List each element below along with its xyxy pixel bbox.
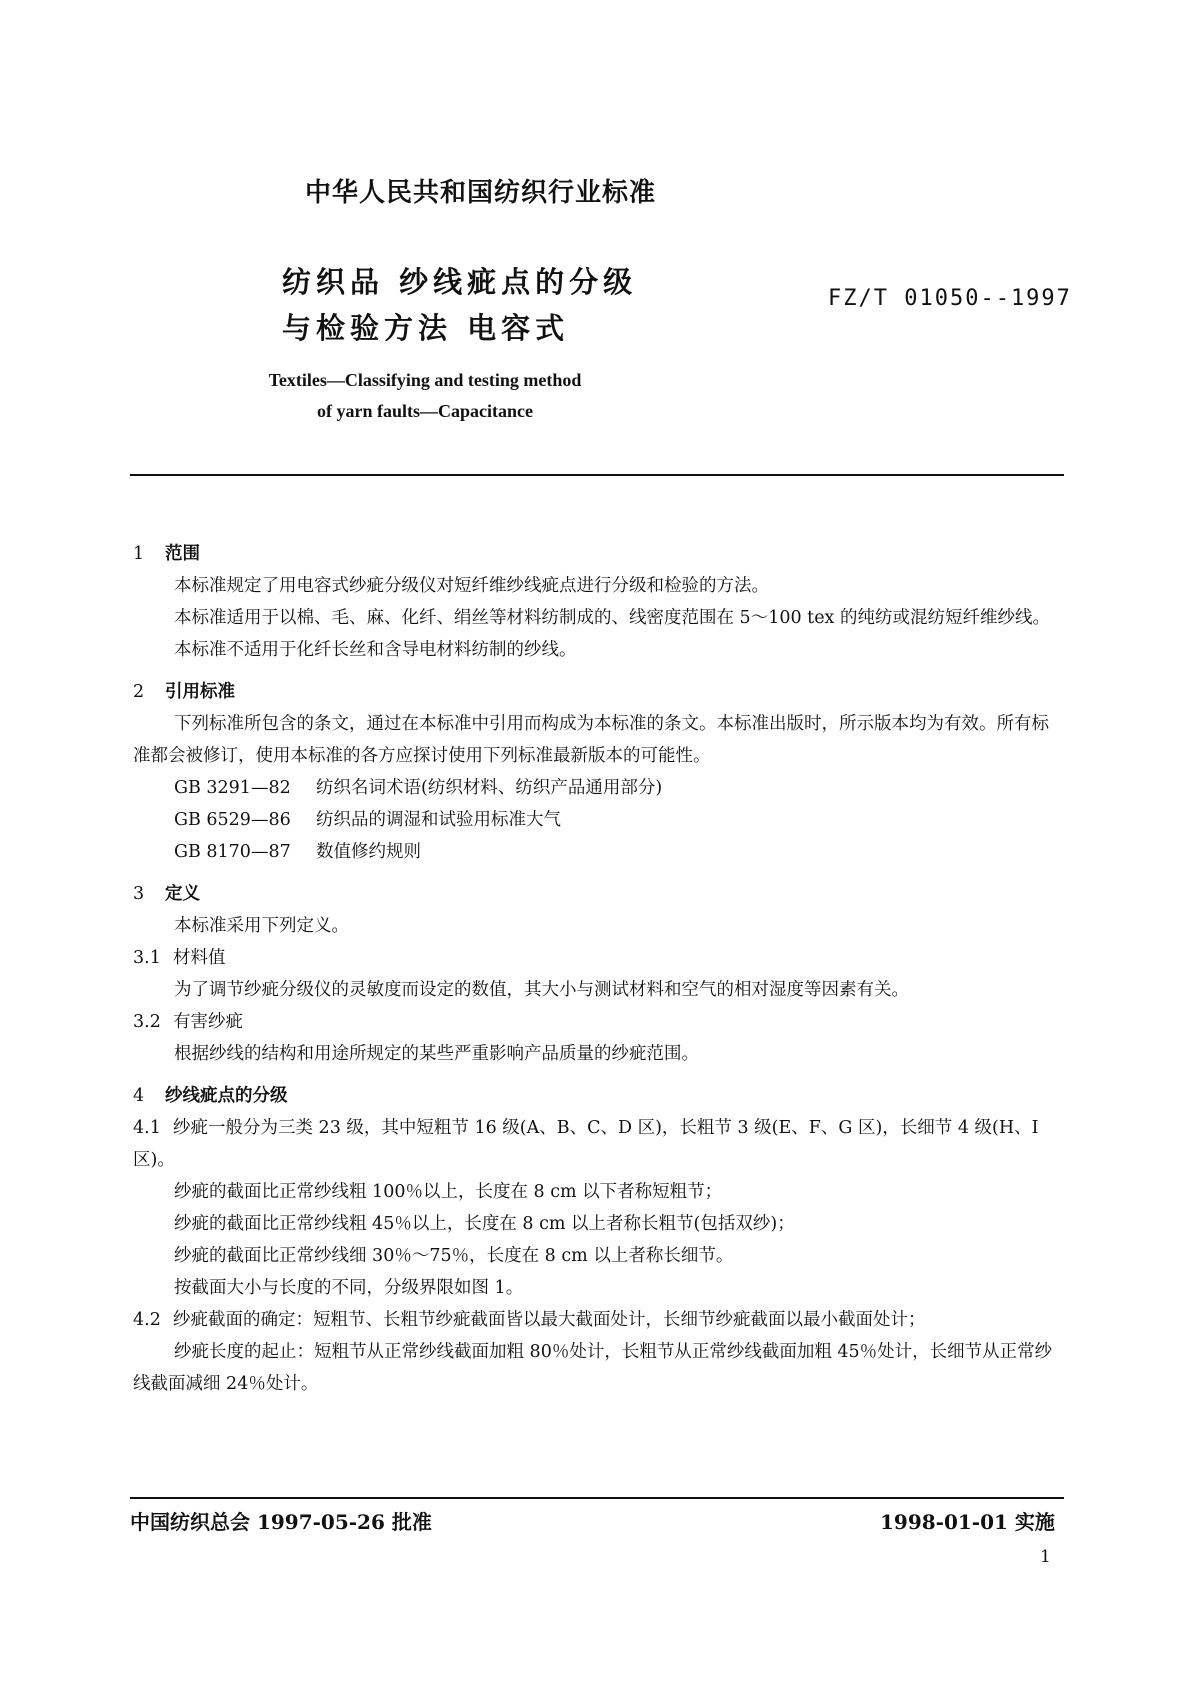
definition-3-2-text: 根据纱线的结构和用途所规定的某些严重影响产品质量的纱疵范围。 <box>174 1044 699 1064</box>
section-3-heading: 3 定义 <box>133 884 200 904</box>
header-divider <box>130 474 1064 476</box>
clause-4-1-line: 纱疵的截面比正常纱线粗 100％以上，长度在 8 cm 以下者称短粗节； <box>174 1182 723 1202</box>
document-body <box>133 528 1063 1400</box>
section-4-heading: 4 纱线疵点的分级 <box>133 1086 288 1106</box>
footer-divider <box>130 1497 1064 1499</box>
english-title-line-2: of yarn faults—Capacitance <box>317 401 533 421</box>
english-title-line-1: Textiles—Classifying and testing method <box>268 370 582 390</box>
implementation-date: 1998-01-01 实施 <box>880 1510 1055 1534</box>
section-1-paragraph: 本标准不适用于化纤长丝和含导电材料纺制的纱线。 <box>174 640 577 660</box>
section-1-paragraph: 本标准规定了用电容式纱疵分级仪对短纤维纱线疵点进行分级和检验的方法。 <box>174 576 769 596</box>
reference-item: GB 6529—86 纺织品的调湿和试验用标准大气 <box>174 810 561 830</box>
definition-3-2-heading: 3.2 有害纱疵 <box>133 1012 243 1032</box>
clause-4-2-line: 纱疵长度的起止：短粗节从正常纱线截面加粗 80％处计，长粗节从正常纱线截面加粗 45％处计，长细节从正常纱线截面减细 24％处计。 <box>133 1342 1053 1394</box>
section-2-paragraph: 下列标准所包含的条文，通过在本标准中引用而构成为本标准的条文。本标准出版时，所示版本均为有效。所有标准都会被修订，使用本标准的各方应探讨使用下列标准最新版本的可能性。 <box>133 714 1049 766</box>
section-1-heading: 1 范围 <box>133 544 200 564</box>
clause-4-1-line: 纱疵的截面比正常纱线细 30％～75％，长度在 8 cm 以上者称长细节。 <box>174 1246 734 1266</box>
clause-4-2: 4.2 纱疵截面的确定：短粗节、长粗节纱疵截面皆以最大截面处计，长细节纱疵截面以最小截面处计； <box>133 1310 926 1330</box>
section-2-heading: 2 引用标准 <box>133 682 235 702</box>
section-1-paragraph: 本标准适用于以棉、毛、麻、化纤、绢丝等材料纺制成的、线密度范围在 5～100 tex 的纯纺或混纺短纤维纱线。 <box>174 608 1050 628</box>
approval-date: 中国纺织总会 1997-05-26 批准 <box>130 1510 432 1534</box>
page-number: 1 <box>1040 1547 1051 1567</box>
clause-4-1-line: 按截面大小与长度的不同，分级界限如图 1。 <box>174 1278 524 1298</box>
definition-3-1-heading: 3.1 材料值 <box>133 948 226 968</box>
definition-3-1-text: 为了调节纱疵分级仪的灵敏度而设定的数值，其大小与测试材料和空气的相对湿度等因素有关。 <box>174 980 909 1000</box>
standard-number: FZ/T 01050--1997 <box>828 286 1072 311</box>
issuing-body-title: 中华人民共和国纺织行业标准 <box>305 178 657 208</box>
standard-title-line-2: 与检验方法 电容式 <box>282 311 570 345</box>
clause-4-1-line: 纱疵的截面比正常纱线粗 45％以上，长度在 8 cm 以上者称长粗节(包括双纱)； <box>174 1214 795 1234</box>
standard-title-line-1: 纺织品 纱线疵点的分级 <box>282 265 638 299</box>
reference-item: GB 3291—82 纺织名词术语(纺织材料、纺织产品通用部分) <box>174 778 663 798</box>
reference-item: GB 8170—87 数值修约规则 <box>174 842 421 862</box>
clause-4-1: 4.1 纱疵一般分为三类 23 级，其中短粗节 16 级(A、B、C、D 区)，长粗节 3 级(E、F、G 区)，长细节 4 级(H、I 区)。 <box>133 1118 1039 1170</box>
section-3-paragraph: 本标准采用下列定义。 <box>174 916 349 936</box>
